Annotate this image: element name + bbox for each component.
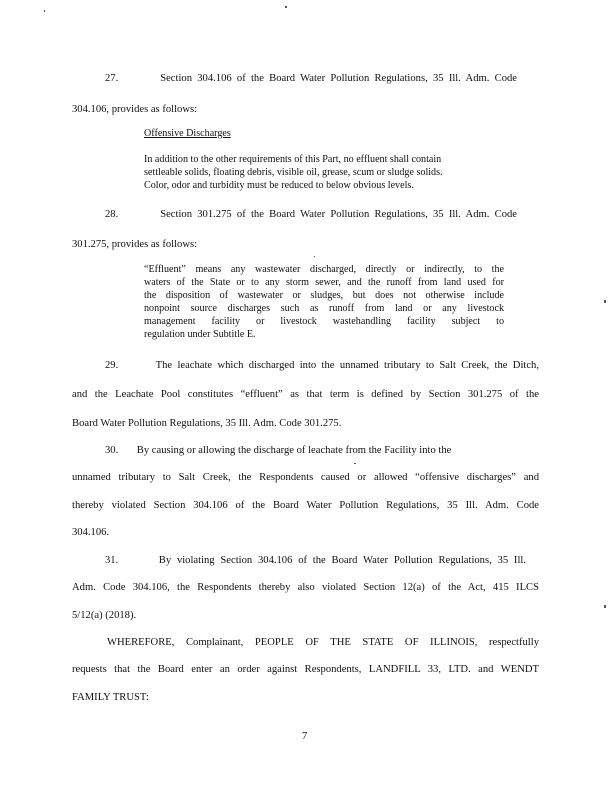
scan-speck — [604, 605, 606, 608]
scan-speck — [354, 463, 356, 464]
wherefore-line-1: WHEREFORE, Complainant, PEOPLE OF THE STATE OF ILLINOIS, respectfully — [107, 637, 539, 648]
quote-28-line-6: regulation under Subtitle E. — [144, 329, 256, 340]
scan-speck — [285, 6, 287, 8]
para-30-line-2: unnamed tributary to Salt Creek, the Respondents caused or allowed “offensive discharges” and — [72, 472, 539, 483]
quote-28-line-3: the disposition of wastewater or sludges, but does not otherwise include — [144, 290, 504, 301]
para-30-line-1: 30. By causing or allowing the discharge of leachate from the Facility into the — [105, 445, 452, 456]
scan-speck — [314, 256, 315, 257]
para-31-line-2: Adm. Code 304.106, the Respondents thereby also violated Section 12(a) of the Act, 415 ILCS — [72, 582, 539, 593]
para-28-line-1: 28. Section 301.275 of the Board Water Pollution Regulations, 35 Ill. Adm. Code — [105, 209, 517, 220]
wherefore-line-2: requests that the Board enter an order against Respondents, LANDFILL 33, LTD. and WENDT — [72, 664, 539, 675]
quote-27-line-3: Color, odor and turbidity must be reduced to below obvious levels. — [144, 180, 414, 191]
para-29-line-1: 29. The leachate which discharged into the unnamed tributary to Salt Creek, the Ditch, — [105, 360, 539, 371]
para-27-line-1: 27. Section 304.106 of the Board Water Pollution Regulations, 35 Ill. Adm. Code — [105, 73, 517, 84]
para-28-line-2: 301.275, provides as follows: — [72, 239, 198, 250]
quote-27-line-1: In addition to the other requirements of this Part, no effluent shall contain — [144, 154, 442, 165]
quote-28-line-4: nonpoint source discharges such as runoff from land or any livestock — [144, 303, 504, 314]
quote-28-line-5: management facility or livestock wastehandling facility subject to — [144, 316, 504, 327]
para-31-line-1: 31. By violating Section 304.106 of the Board Water Pollution Regulations, 35 Ill. — [105, 555, 526, 566]
quote-27-line-2: settleable solids, floating debris, visible oil, grease, scum or sludge solids. — [144, 167, 443, 178]
para-30-line-4: 304.106. — [72, 527, 110, 538]
page-number: 7 — [302, 731, 308, 742]
quote-heading-offensive-discharges: Offensive Discharges — [144, 128, 231, 139]
para-30-line-3: thereby violated Section 304.106 of the Board Water Pollution Regulations, 35 Ill. Adm. Code — [72, 500, 539, 511]
quote-28-line-2: waters of the State or to any storm sewer, and the runoff from land used for — [144, 277, 504, 288]
para-29-line-2: and the Leachate Pool constitutes “effluent” as that term is defined by Section 301.275 of the — [72, 389, 539, 400]
para-29-line-3: Board Water Pollution Regulations, 35 Ill. Adm. Code 301.275. — [72, 418, 342, 429]
wherefore-line-3: FAMILY TRUST: — [72, 692, 149, 703]
scan-speck — [44, 10, 45, 12]
scan-speck — [604, 300, 606, 303]
para-27-line-2: 304.106, provides as follows: — [72, 104, 198, 115]
para-31-line-3: 5/12(a) (2018). — [72, 610, 137, 621]
quote-28-line-1: “Effluent” means any wastewater discharged, directly or indirectly, to the — [144, 264, 504, 275]
